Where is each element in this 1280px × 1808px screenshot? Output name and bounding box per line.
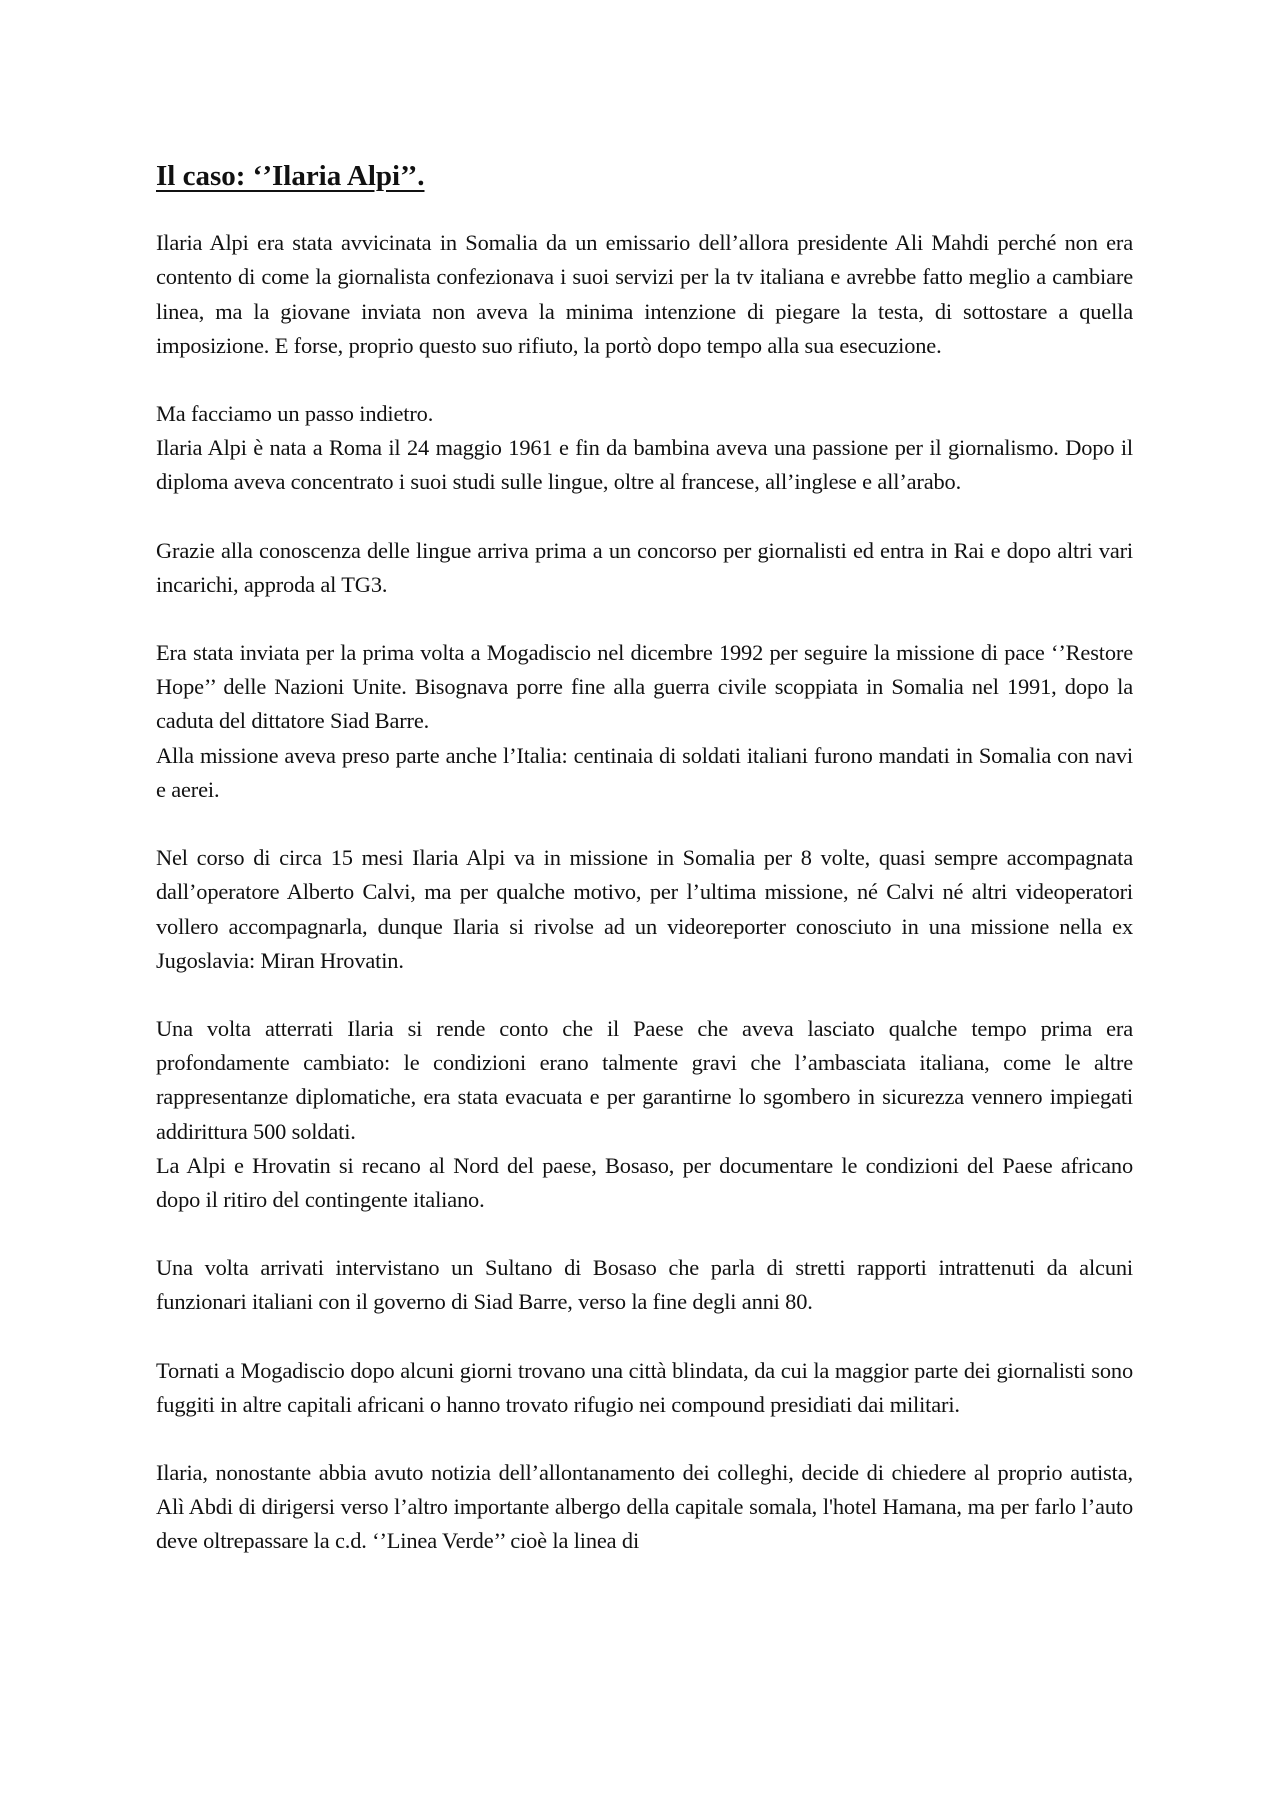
paragraph-gap xyxy=(156,807,1133,841)
paragraph-paese-cambiato: Una volta atterrati Ilaria si rende conto che il Paese che aveva lasciato qualche tempo prima era profondamente cambiato: le condizioni erano talmente gravi che l’ambasciata italiana, come le altre rappresentanze diplomatiche, era stata evacuata e per garantirne lo sgombero in sicurezza vennero impiegati addirittura 500 soldati. xyxy=(156,1015,1133,1144)
paragraph-gap xyxy=(156,1422,1133,1456)
paragraph-gap xyxy=(156,602,1133,636)
paragraph-missioni: Nel corso di circa 15 mesi Ilaria Alpi va in missione in Somalia per 8 volte, quasi sempre accompagnata dall’operatore Alberto Calvi, ma per qualche motivo, per l’ultima missione, né Calvi né altri videoperatori vollero accompagnarla, dunque Ilaria si rivolse ad un videoreporter conosciuto in una missione nella ex Jugoslavia: Miran Hrovatin. xyxy=(156,845,1133,973)
paragraph-rai: Grazie alla conoscenza delle lingue arriva prima a un concorso per giornalisti ed entra in Rai e dopo altri vari incarichi, approda al TG3. xyxy=(156,537,1133,597)
document-title: Il caso: ‘’Ilaria Alpi’’. xyxy=(156,160,425,192)
paragraph-italia-missione: Alla missione aveva preso parte anche l’Italia: centinaia di soldati italiani furono mandati in Somalia con navi e aerei. xyxy=(156,742,1133,802)
paragraph-passo-indietro: Ma facciamo un passo indietro. xyxy=(156,401,434,427)
paragraph-gap xyxy=(156,978,1133,1012)
paragraph-gap xyxy=(156,1320,1133,1354)
paragraph-hotel-hamana: Ilaria, nonostante abbia avuto notizia dell’allontanamento dei colleghi, decide di chiedere al proprio autista, Alì Abdi di dirigersi verso l’altro importante albergo della capitale somala, l'hotel Hamana, ma per farlo l’auto deve oltrepassare la c.d. ‘’Linea Verde’’ cioè la linea di xyxy=(156,1459,1133,1554)
paragraph-gap xyxy=(156,1217,1133,1251)
document-body xyxy=(156,158,1133,1559)
paragraph-bosaso: La Alpi e Hrovatin si recano al Nord del paese, Bosaso, per documentare le condizioni del Paese africano dopo il ritiro del contingente italiano. xyxy=(156,1152,1133,1212)
paragraph-mogadiscio: Tornati a Mogadiscio dopo alcuni giorni trovano una città blindata, da cui la maggior parte dei giornalisti sono fuggiti in altre capitali africani o hanno trovato rifugio nei compound presidiati dai militari. xyxy=(156,1357,1133,1417)
paragraph-nascita: Ilaria Alpi è nata a Roma il 24 maggio 1961 e fin da bambina aveva una passione per il giornalismo. Dopo il diploma aveva concentrato i suoi studi sulle lingue, oltre al francese, all’inglese e all’arabo. xyxy=(156,435,1133,495)
paragraph-restore-hope: Era stata inviata per la prima volta a Mogadiscio nel dicembre 1992 per seguire la missione di pace ‘’Restore Hope’’ delle Nazioni Unite. Bisognava porre fine alla guerra civile scoppiata in Somalia nel 1991, dopo la caduta del dittatore Siad Barre. xyxy=(156,640,1133,734)
paragraph-sultano: Una volta arrivati intervistano un Sultano di Bosaso che parla di stretti rapporti intrattenuti da alcuni funzionari italiani con il governo di Siad Barre, verso la fine degli anni 80. xyxy=(156,1255,1133,1315)
paragraph-emissario: Ilaria Alpi era stata avvicinata in Somalia da un emissario dell’allora presidente Ali Mahdi perché non era contento di come la giornalista confezionava i suoi servizi per la tv italiana e avrebbe fatto meglio a cambiare linea, ma la giovane inviata non aveva la minima intenzione di piegare la testa, di sottostare a quella imposizione. E forse, proprio questo suo rifiuto, la portò dopo tempo alla sua esecuzione. xyxy=(156,230,1133,358)
paragraph-gap xyxy=(156,363,1133,397)
paragraph-gap xyxy=(156,500,1133,534)
